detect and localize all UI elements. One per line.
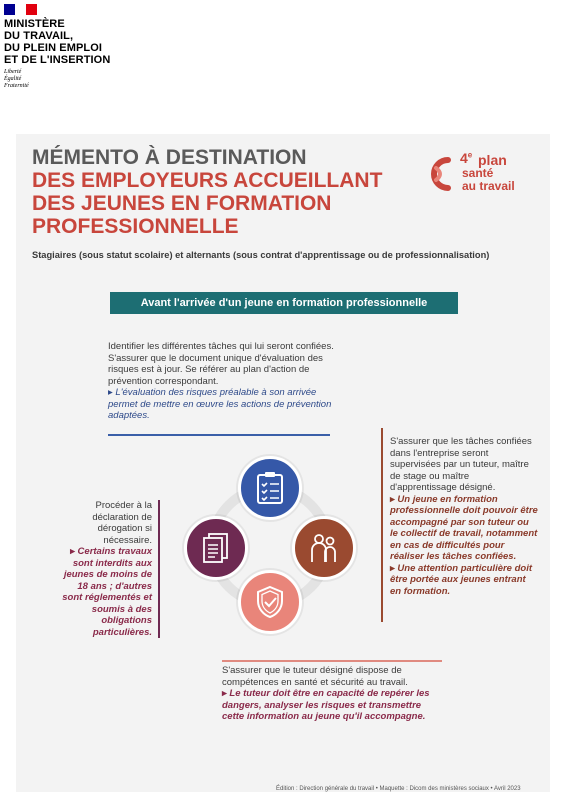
plan-number: 4e bbox=[460, 150, 473, 166]
divider-right bbox=[381, 428, 383, 622]
documents-icon-circle bbox=[184, 516, 248, 580]
documents-icon bbox=[201, 532, 231, 564]
block-note: ▸ L'évaluation des risques préalable à son arrivée permet de mettre en œuvre les actions de prévention adaptées. bbox=[108, 387, 332, 421]
divider-top bbox=[108, 434, 330, 436]
block-supervision bbox=[390, 436, 538, 597]
french-flag-icon bbox=[4, 4, 37, 15]
plan-swirl-icon bbox=[426, 154, 456, 194]
footer-credits: Édition : Direction générale du travail • Maquette : Dicom des ministères sociaux • Avril 2023 bbox=[276, 786, 521, 792]
block-text: S'assurer que le tuteur désigné dispose de compétences en santé et sécurité au travail. bbox=[222, 665, 408, 688]
checklist-icon bbox=[255, 471, 285, 505]
block-note: ▸ Certains travaux sont interdits aux jeunes de moins de 18 ans ; d'autres sont réglementés et soumis à des obligations particulières. bbox=[62, 546, 152, 638]
page-title: MÉMENTO À DESTINATION DES EMPLOYEURS ACCUEILLANT DES JEUNES EN FORMATION PROFESSIONNELLE bbox=[32, 146, 383, 238]
republic-motto: Liberté Égalité Fraternité bbox=[4, 69, 29, 89]
plan-subtitle: santé au travail bbox=[462, 166, 515, 193]
block-tutor-skills bbox=[222, 665, 432, 723]
block-text: Identifier les différentes tâches qui lui seront confiées. S'assurer que le document unique d'évaluation des risques est à jour. Se référer au plan d'action de prévention correspondant. bbox=[108, 341, 334, 387]
people-icon-circle bbox=[292, 516, 356, 580]
block-note: ▸ Une attention particulière doit être portée aux jeunes entrant en formation. bbox=[390, 562, 533, 597]
plan-sante-travail-logo bbox=[426, 150, 526, 210]
people-icon bbox=[307, 532, 341, 564]
four-circle-diagram bbox=[180, 456, 360, 636]
shield-icon-circle bbox=[238, 570, 302, 634]
checklist-icon-circle bbox=[238, 456, 302, 520]
divider-left bbox=[158, 500, 160, 638]
ministry-logo bbox=[4, 4, 144, 90]
shield-check-icon bbox=[255, 585, 285, 619]
block-text: S'assurer que les tâches confiées dans l'entreprise seront supervisées par un tuteur, maître de stage ou maître d'apprentissage désigné. bbox=[390, 436, 532, 493]
plan-word: plan bbox=[478, 152, 507, 168]
block-note: ▸ Le tuteur doit être en capacité de repérer les dangers, analyser les risques et transmettre cette information au jeune qu'il accompagne. bbox=[222, 688, 430, 722]
block-derogation bbox=[56, 500, 152, 638]
block-text: Procéder à la déclaration de dérogation si nécessaire. bbox=[92, 500, 152, 546]
block-note: ▸ Un jeune en formation professionnelle doit pouvoir être accompagné par son tuteur ou le collectif de travail, notamment en cas de difficultés pour réaliser les tâches confiées. bbox=[390, 493, 538, 562]
block-identify-tasks bbox=[108, 341, 348, 422]
subtitle: Stagiaires (sous statut scolaire) et alternants (sous contrat d'apprentissage ou de professionnalisation) bbox=[32, 250, 490, 260]
ministry-name: MINISTÈRE DU TRAVAIL, DU PLEIN EMPLOI ET DE L'INSERTION bbox=[4, 18, 111, 66]
section-banner: Avant l'arrivée d'un jeune en formation professionnelle bbox=[110, 292, 458, 314]
divider-bottom bbox=[222, 660, 442, 662]
